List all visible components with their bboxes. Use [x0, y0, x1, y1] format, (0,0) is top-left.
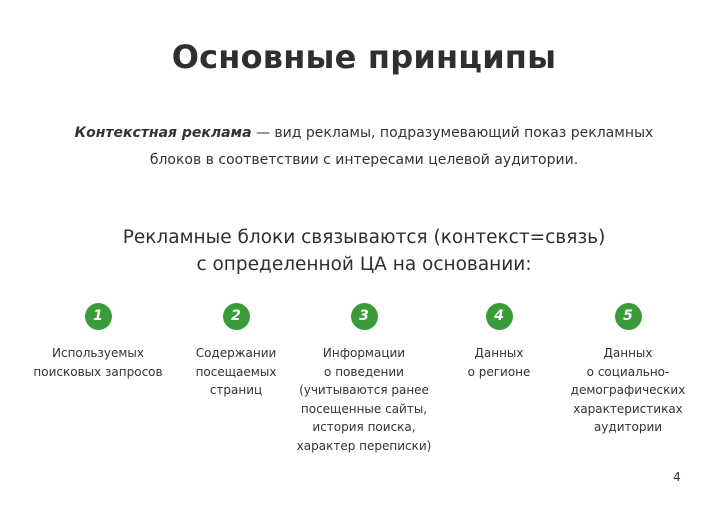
definition-text: — вид рекламы, подразумевающий показ рекламных блоков в соответствии с интересами целевой аудитории.: [149, 125, 654, 168]
step-number-badge: 5: [615, 303, 642, 330]
principle-step: [429, 303, 569, 381]
principle-step: [166, 303, 306, 400]
step-description: Данных о социально- демографических характеристиках аудитории: [570, 346, 686, 434]
step-number-badge: 3: [351, 303, 378, 330]
definition-term: Контекстная реклама: [74, 125, 252, 141]
step-number-badge: 2: [223, 303, 250, 330]
definition: [60, 120, 668, 174]
step-description: Данных о регионе: [467, 346, 531, 379]
slide-title: Основные принципы: [171, 38, 557, 76]
page-number: 4: [673, 470, 681, 484]
principle-step: [294, 303, 434, 455]
step-description: Содержании посещаемых страниц: [195, 346, 277, 397]
step-description: Используемых поисковых запросов: [33, 346, 163, 379]
step-description: Информации о поведении (учитываются ранее посещенные сайты, история поиска, характер переписки): [296, 346, 432, 453]
lead-text: Рекламные блоки связываются (контекст=связь) с определенной ЦА на основании:: [122, 227, 606, 275]
step-number-badge: 1: [85, 303, 112, 330]
principle-step: [28, 303, 168, 381]
principle-step: [558, 303, 698, 437]
step-number-badge: 4: [486, 303, 513, 330]
